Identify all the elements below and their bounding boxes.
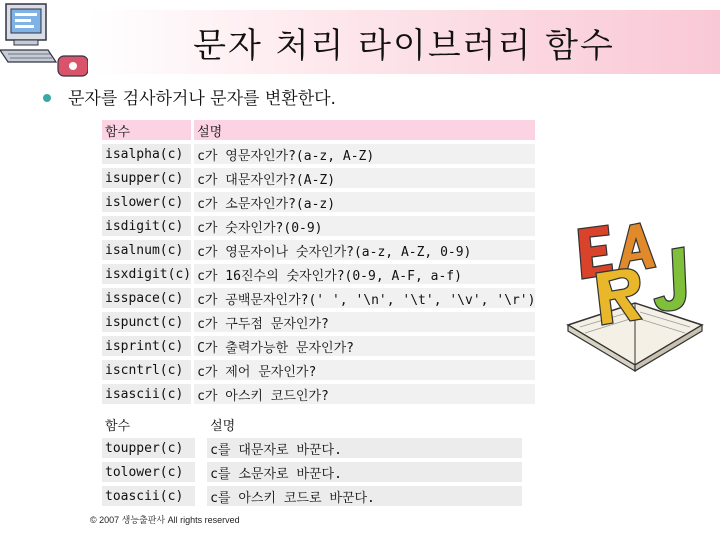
function-description: c가 아스키 코드인가? xyxy=(194,384,535,404)
function-name: toupper(c) xyxy=(102,438,195,458)
function-name: isalpha(c) xyxy=(102,144,191,164)
table-row xyxy=(102,486,522,506)
table-header-row xyxy=(102,414,522,434)
function-description: c가 공백문자인가?(' ', '\n', '\t', '\v', '\r') xyxy=(194,288,535,308)
table-row xyxy=(102,192,535,212)
table-header-row xyxy=(102,120,535,140)
function-name: isxdigit(c) xyxy=(102,264,191,284)
function-description: c가 제어 문자인가? xyxy=(194,360,535,380)
function-description: c가 영문자인가?(a-z, A-Z) xyxy=(194,144,535,164)
conversion-functions-table xyxy=(102,410,522,510)
function-name: isprint(c) xyxy=(102,336,191,356)
header-description: 설명 xyxy=(194,120,535,140)
bullet-dot xyxy=(43,94,51,102)
function-name: ispunct(c) xyxy=(102,312,191,332)
function-name: toascii(c) xyxy=(102,486,195,506)
computer-clipart-icon xyxy=(0,0,95,80)
function-name: isascii(c) xyxy=(102,384,191,404)
function-name: isalnum(c) xyxy=(102,240,191,260)
function-description: c가 구두점 문자인가? xyxy=(194,312,535,332)
table-row xyxy=(102,144,535,164)
copyright-footer: © 2007 생능출판사 All rights reserved xyxy=(90,515,240,525)
function-description: c를 소문자로 바꾼다. xyxy=(207,462,522,482)
function-name: tolower(c) xyxy=(102,462,195,482)
function-description: c가 16진수의 숫자인가?(0-9, A-F, a-f) xyxy=(194,264,535,284)
table-row xyxy=(102,312,535,332)
function-description: c가 소문자인가?(a-z) xyxy=(194,192,535,212)
function-description: c를 대문자로 바꾼다. xyxy=(207,438,522,458)
header-function: 함수 xyxy=(102,120,191,140)
function-description: c를 아스키 코드로 바꾼다. xyxy=(207,486,522,506)
function-name: isupper(c) xyxy=(102,168,191,188)
function-name: iscntrl(c) xyxy=(102,360,191,380)
slide-title: 문자 처리 라이브러리 함수 xyxy=(193,25,615,66)
function-name: isspace(c) xyxy=(102,288,191,308)
function-description: c가 대문자인가?(A-Z) xyxy=(194,168,535,188)
table-row xyxy=(102,168,535,188)
bullet-text: 문자를 검사하거나 문자를 변환한다. xyxy=(68,89,336,109)
table-row xyxy=(102,336,535,356)
table-row xyxy=(102,216,535,236)
table-row xyxy=(102,288,535,308)
table-row xyxy=(102,462,522,482)
function-name: islower(c) xyxy=(102,192,191,212)
table-row xyxy=(102,438,522,458)
classification-functions-table xyxy=(102,116,535,408)
table-row xyxy=(102,240,535,260)
function-description: C가 출력가능한 문자인가? xyxy=(194,336,535,356)
function-description: c가 숫자인가?(0-9) xyxy=(194,216,535,236)
header-function: 함수 xyxy=(102,414,195,434)
abc-book-clipart-icon xyxy=(560,215,710,375)
table-row xyxy=(102,384,535,404)
function-description: c가 영문자이나 숫자인가?(a-z, A-Z, 0-9) xyxy=(194,240,535,260)
table-row xyxy=(102,264,535,284)
header-description: 설명 xyxy=(207,414,522,434)
function-name: isdigit(c) xyxy=(102,216,191,236)
table-row xyxy=(102,360,535,380)
